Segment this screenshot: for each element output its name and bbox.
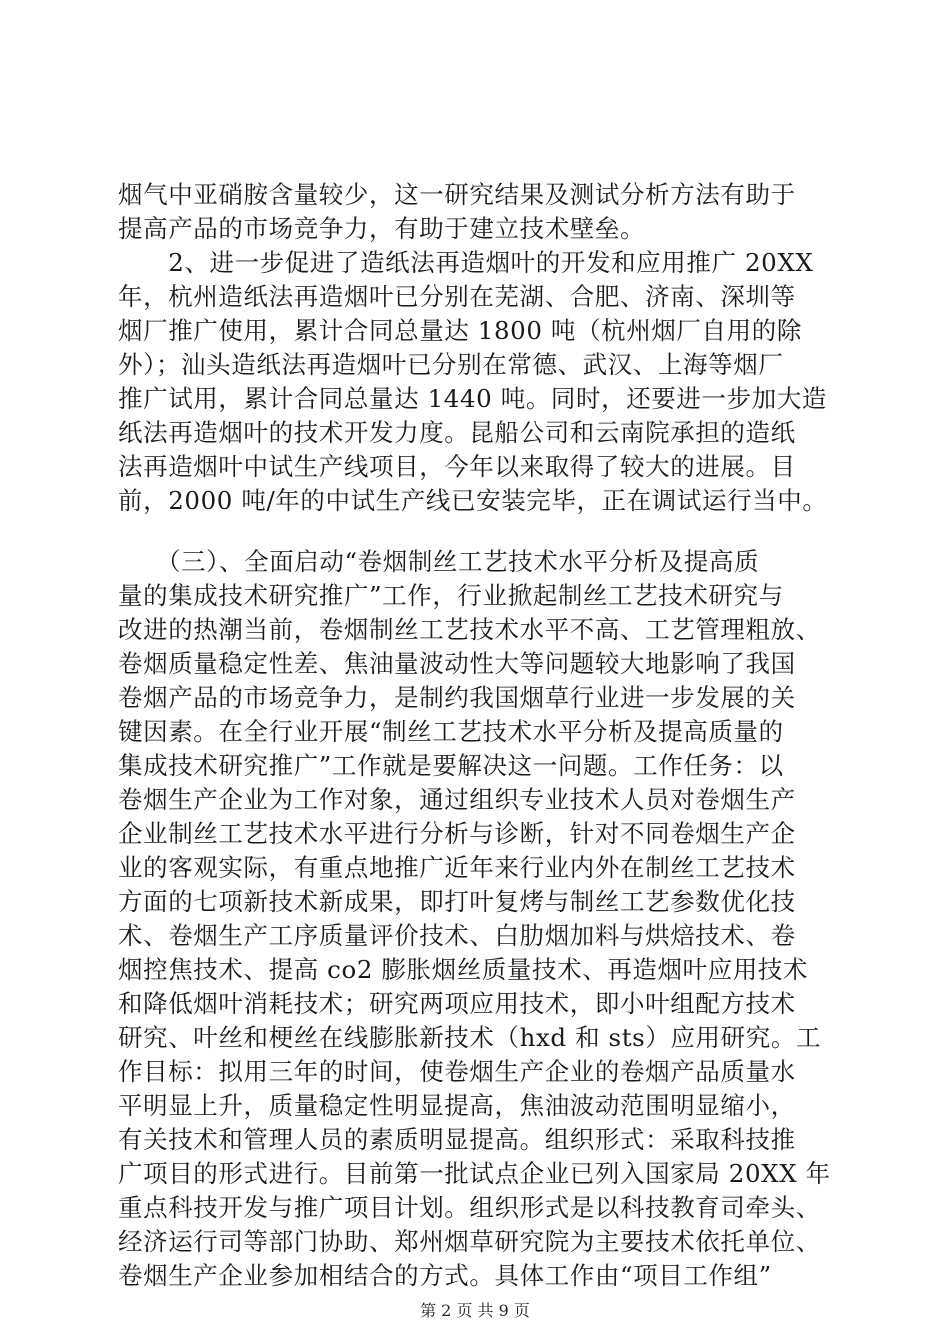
text-line: 外）；汕头造纸法再造烟叶已分别在常德、武汉、上海等烟厂 <box>118 350 784 379</box>
text-line: 作目标：拟用三年的时间，使卷烟生产企业的卷烟产品质量水 <box>118 1057 796 1086</box>
text-line: 平明显上升，质量稳定性明显提高，焦油波动范围明显缩小， <box>118 1091 796 1120</box>
text-line: 纸法再造烟叶的技术开发力度。昆船公司和云南院承担的造纸 <box>118 418 796 447</box>
text-line: 重点科技开发与推广项目计划。组织形式是以科技教育司牵头、 <box>118 1193 821 1222</box>
text-line: 方面的七项新技术新成果，即打叶复烤与制丝工艺参数优化技 <box>118 887 796 916</box>
text-line: 业的客观实际，有重点地推广近年来行业内外在制丝工艺技术 <box>118 853 796 882</box>
text-line: 卷烟质量稳定性差、焦油量波动性大等问题较大地影响了我国 <box>118 649 796 678</box>
text-line: 前，2000 吨/年的中试生产线已安装完毕，正在调试运行当中。 <box>118 486 828 515</box>
text-line: 法再造烟叶中试生产线项目，今年以来取得了较大的进展。目 <box>118 452 796 481</box>
text-line: 量的集成技术研究推广”工作，行业掀起制丝工艺技术研究与 <box>118 581 784 610</box>
text-line: 术、卷烟生产工序质量评价技术、白肋烟加料与烘焙技术、卷 <box>118 921 796 950</box>
text-line: 烟气中亚硝胺含量较少，这一研究结果及测试分析方法有助于 <box>118 180 796 209</box>
text-line: 广项目的形式进行。目前第一批试点企业已列入国家局 20XX 年 <box>118 1159 831 1188</box>
text-line: 提高产品的市场竞争力，有助于建立技术壁垒。 <box>118 214 646 243</box>
text-line: 卷烟生产企业参加相结合的方式。具体工作由“项目工作组” <box>118 1261 772 1290</box>
text-line: 烟厂推广使用，累计合同总量达 1800 吨（杭州烟厂自用的除 <box>118 316 802 345</box>
text-line: （三）、全面启动“卷烟制丝工艺技术水平分析及提高质 <box>118 547 760 576</box>
text-line: 集成技术研究推广”工作就是要解决这一问题。工作任务：以 <box>118 751 784 780</box>
text-line: 和降低烟叶消耗技术；研究两项应用技术，即小叶组配方技术 <box>118 989 796 1018</box>
text-line: 卷烟生产企业为工作对象，通过组织专业技术人员对卷烟生产 <box>118 785 796 814</box>
page-footer: 第 2 页 共 9 页 <box>420 1301 530 1320</box>
text-line: 企业制丝工艺技术水平进行分析与诊断，针对不同卷烟生产企 <box>118 819 796 848</box>
text-line: 烟控焦技术、提高 co2 膨胀烟丝质量技术、再造烟叶应用技术 <box>118 955 809 984</box>
text-line: 研究、叶丝和梗丝在线膨胀新技术（hxd 和 sts）应用研究。工 <box>118 1023 822 1052</box>
text-line: 有关技术和管理人员的素质明显提高。组织形式：采取科技推 <box>118 1125 796 1154</box>
text-line: 推广试用，累计合同总量达 1440 吨。同时，还要进一步加大造 <box>118 384 828 413</box>
text-line: 2、进一步促进了造纸法再造烟叶的开发和应用推广 20XX <box>118 248 814 277</box>
text-line: 卷烟产品的市场竞争力，是制约我国烟草行业进一步发展的关 <box>118 683 796 712</box>
text-line: 年，杭州造纸法再造烟叶已分别在芜湖、合肥、济南、深圳等 <box>118 282 796 311</box>
text-line: 改进的热潮当前，卷烟制丝工艺技术水平不高、工艺管理粗放、 <box>118 615 821 644</box>
text-line: 经济运行司等部门协助、郑州烟草研究院为主要技术依托单位、 <box>118 1227 821 1256</box>
text-line: 键因素。在全行业开展“制丝工艺技术水平分析及提高质量的 <box>118 717 784 746</box>
